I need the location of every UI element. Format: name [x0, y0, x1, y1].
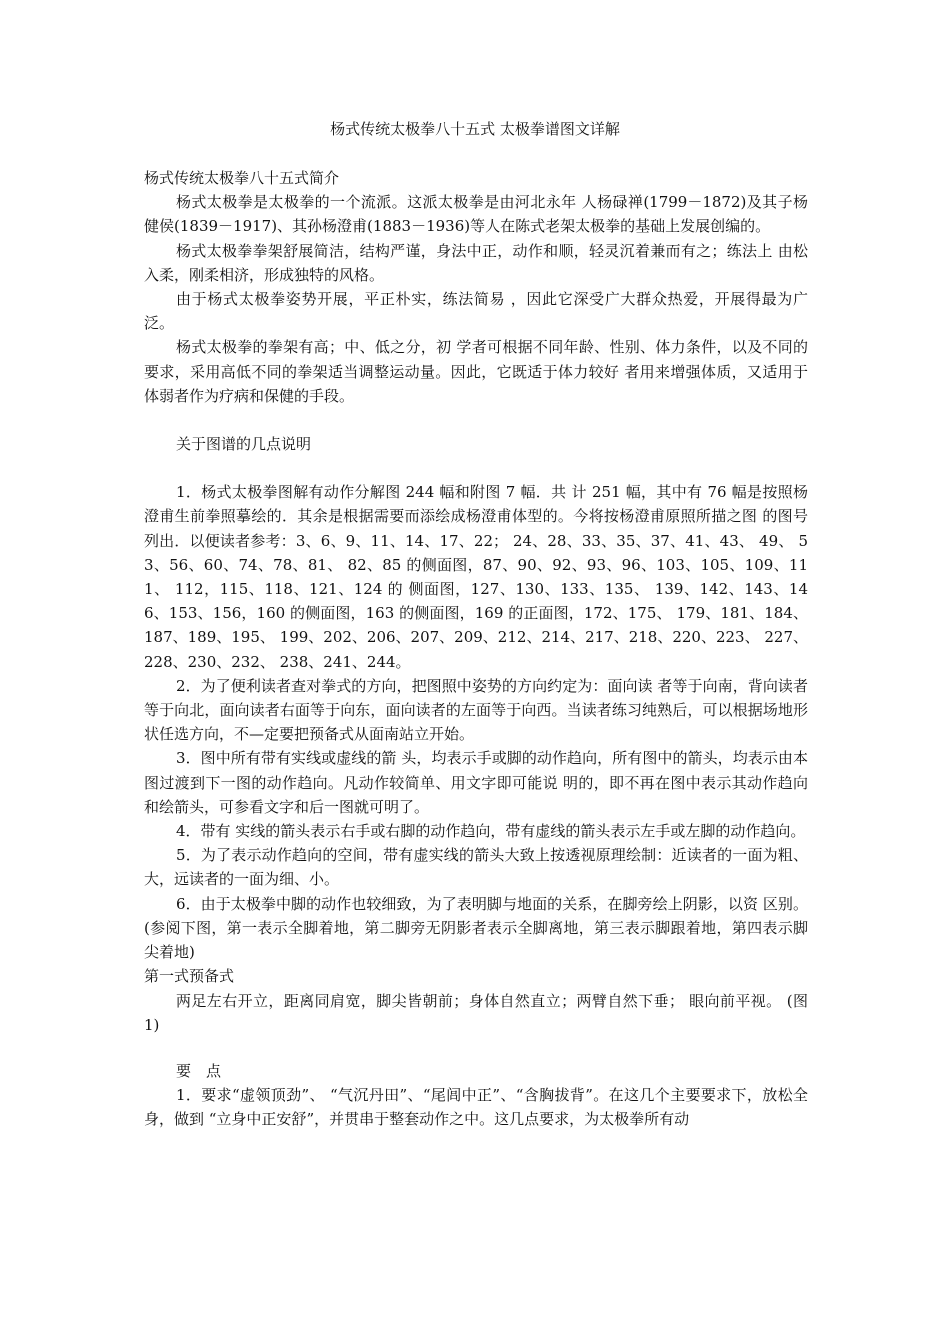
intro-paragraph: 杨式太极拳的拳架有高；中、低之分，初 学者可根据不同年龄、性别、体力条件，以及不同的要求，采用高低不同的拳架适当调整运动量。因此，它既适于体力较好 者用来增强体质，又适用于体弱者作为疗病和保健的手段。	[144, 338, 808, 405]
intro-paragraph: 由于杨式太极拳姿势开展，平正朴实，练法简易 ，因此它深受广大群众热爱，开展得最为广泛。	[144, 290, 808, 333]
document-title: 杨式传统太极拳八十五式 太极拳谱图文详解	[330, 120, 620, 138]
keypoint-item: 1．要求“虚领顶劲”、 “气沉丹田”、“尾闾中正”、“含胸拔背”。在这几个主要要求下，放松全身，做到 “立身中正安舒”，并贯串于整套动作之中。这几点要求，为太极拳所有动	[144, 1086, 808, 1129]
note-item: 6．由于太极拳中脚的动作也较细致，为了表明脚与地面的关系，在脚旁绘上阴影，以资 区别。(参阅下图，第一表示全脚着地，第二脚旁无阴影者表示全脚离地，第三表示脚跟着地，第四表示脚尖着地)	[144, 894, 808, 962]
intro-paragraph: 杨式太极拳是太极拳的一个流派。这派太极拳是由河北永年 人杨碌禅(1799－1872)及其子杨健侯(1839－1917)、其孙杨澄甫(1883－1936)等人在陈式老架太极拳的基础上发展创编的。	[144, 193, 808, 236]
form1-text: 两足左右开立，距离同肩宽，脚尖皆朝前；身体自然直立；两臂自然下垂； 眼向前平视。 (图 1)	[144, 991, 808, 1034]
note-item: 1．杨式太极拳图解有动作分解图 244 幅和附图 7 幅．共 计 251 幅，其中有 76 幅是按照杨澄甫生前拳照摹绘的．其余是根据需要而添绘成杨澄甫体型的。今将按杨澄甫原照所描之图 的图号列出．以便读者参考：3、6、9、11、14、17、22； 24、28、33、35、37、41、43、 49、 53、56、60、74、78、81、 82、85 的侧面图，87、90、92、93、96、103、105、109、111、 112，115、118、121、124 的 侧面图，127、130、133、135、 139、142、143、146、153、156，160 的侧面图，163 的侧面图，169 的正面图，172、175、 179、181、184、187、189、195、 199、202、206、207、209、212、214、217、218、220、223、 227、228、230、232、 238、241、244。	[144, 483, 808, 671]
note-item: 4．带有 实线的箭头表示右手或右脚的动作趋向，带有虚线的箭头表示左手或左脚的动作趋向。	[176, 822, 806, 841]
notes-heading: 关于图谱的几点说明	[176, 435, 312, 454]
intro-paragraph: 杨式太极拳拳架舒展简洁，结构严谨，身法中正，动作和顺，轻灵沉着兼而有之；练法上 由松入柔，刚柔相济，形成独特的风格。	[144, 241, 808, 284]
note-item: 2．为了便利读者查对拳式的方向，把图照中姿势的方向约定为：面向读 者等于向南，背向读者等于向北，面向读者右面等于向东，面向读者的左面等于向西。当读者练习纯熟后，可以根据场地形 状任选方向，不—定要把预备式从面南站立开始。	[144, 676, 808, 744]
note-item: 3．图中所有带有实线或虚线的箭 头，均表示手或脚的动作趋向，所有图中的箭头，均表示由本图过渡到下一图的动作趋向。凡动作较简单、用文字即可能说 明的，即不再在图中表示其动作趋向和绘箭头，可参看文字和后一图就可明了。	[144, 749, 808, 816]
keypoints-heading: 要 点	[176, 1061, 222, 1080]
document-body	[144, 166, 808, 1132]
note-item: 5．为了表示动作趋向的空间，带有虚实线的箭头大致上按透视原理绘制：近读者的一面为粗、大，远读者的一面为细、小。	[144, 846, 808, 889]
intro-heading: 杨式传统太极拳八十五式简介	[144, 169, 340, 187]
form1-heading: 第一式预备式	[144, 967, 235, 986]
